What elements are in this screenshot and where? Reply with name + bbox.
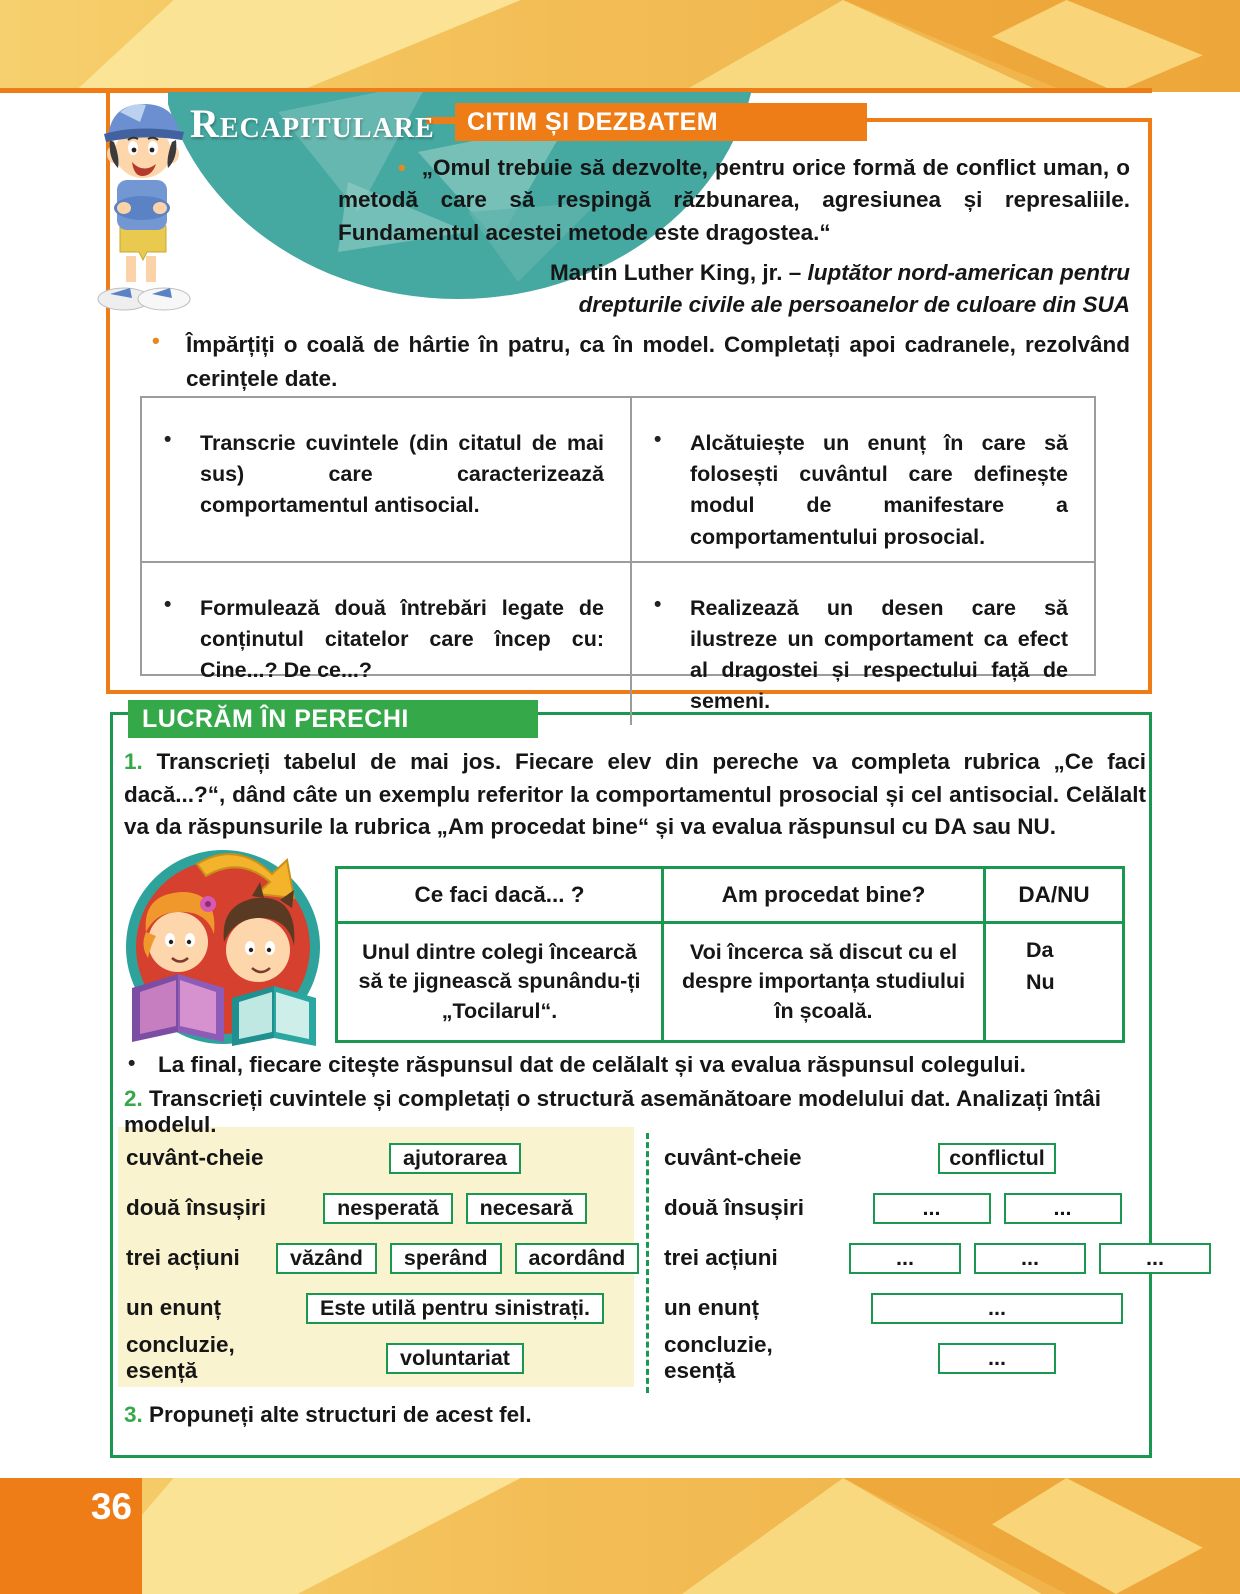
boy-illustration xyxy=(80,96,208,314)
quadrant-cell-top-right xyxy=(632,398,1094,563)
structure-label: cuvânt-cheie xyxy=(126,1145,264,1170)
structure-label: cuvânt-cheie xyxy=(664,1145,802,1170)
structure-box-empty: ... xyxy=(1004,1193,1122,1224)
structure-row-sentence xyxy=(126,1283,634,1333)
quadrant-table xyxy=(140,396,1096,714)
exercise-2-number: 2. xyxy=(124,1086,143,1111)
structure-box: ajutorarea xyxy=(389,1143,521,1174)
quadrant-cell-bottom-right xyxy=(632,563,1094,726)
structure-row-sentence xyxy=(664,1283,1145,1333)
structure-row-keyword xyxy=(126,1133,634,1183)
structure-box-empty: ... xyxy=(849,1243,961,1274)
bullet-dot: • xyxy=(128,1052,136,1075)
danu-option-nu: Nu xyxy=(1026,970,1055,995)
pairs-table-cell-1: Unul dintre colegi încearcă să te jignească spunându-ți „Tocilarul“. xyxy=(358,940,641,1023)
intro-instruction-text: Împărțiți o coală de hârtie în patru, ca în model. Completați apoi cadranele, rezolvând cerințele date. xyxy=(186,332,1130,391)
bottom-decorative-band xyxy=(0,1478,1240,1594)
quote-author-role: luptător nord-american pentru drepturile civile ale persoanelor de culoare din SUA xyxy=(578,260,1130,318)
structure-box: acordând xyxy=(515,1243,640,1274)
structure-label: concluzie, esență xyxy=(664,1332,773,1383)
final-instruction xyxy=(128,1052,1138,1078)
quadrant-task: Realizează un desen care să ilustreze un comportament ca efect al dragostei și respectului față de semeni. xyxy=(690,595,1068,714)
structure-box: conflictul xyxy=(938,1143,1056,1174)
structure-row-actions xyxy=(664,1233,1164,1283)
page-number-box xyxy=(0,1478,142,1594)
exercise-1 xyxy=(124,746,1146,844)
section-banner-citim: CITIM ȘI DEZBATEM xyxy=(455,103,867,141)
structure-model-panel xyxy=(118,1127,634,1387)
bullet-dot: • xyxy=(654,592,662,616)
structure-label: trei acțiuni xyxy=(126,1245,240,1270)
children-reading-illustration xyxy=(102,846,344,1048)
structure-box: necesară xyxy=(466,1193,587,1224)
quadrant-cell-top-left xyxy=(142,398,632,563)
exercise-3-number: 3. xyxy=(124,1402,143,1427)
quadrant-task: Alcătuiește un enunț în care să folosești cuvântul care definește modul de manifestare a comportamentului prosocial. xyxy=(690,431,1068,549)
bullet-dot: • xyxy=(654,428,662,451)
structure-box: sperând xyxy=(390,1243,502,1274)
top-decorative-band xyxy=(0,0,1240,92)
structure-row-qualities xyxy=(126,1183,634,1233)
structure-row-keyword xyxy=(664,1133,1145,1183)
structure-row-conclusion xyxy=(126,1333,634,1383)
structure-box-empty: ... xyxy=(873,1193,991,1224)
exercise-1-number: 1. xyxy=(124,749,143,774)
pairs-table-header-3: DA/NU xyxy=(983,869,1122,924)
quote-text-content: „Omul trebuie să dezvolte, pentru orice formă de conflict uman, o metodă care să respingă răzbunarea, agresiunea și represaliile. Fundamentul acestei metode este dragostea.“ xyxy=(338,155,1130,245)
structure-label: concluzie, esență xyxy=(126,1332,235,1383)
structure-label: două însușiri xyxy=(664,1195,805,1220)
section-banner-pairs: LUCRĂM ÎN PERECHI xyxy=(128,700,538,738)
orange-frame-top xyxy=(860,118,1152,122)
structure-box-empty: ... xyxy=(938,1343,1056,1374)
page-title: Recapitulare xyxy=(190,101,435,146)
bullet-dot: • xyxy=(152,328,160,353)
page-number: 36 xyxy=(90,1486,132,1527)
structure-blank-panel xyxy=(664,1127,1164,1387)
pairs-table xyxy=(335,866,1125,1043)
structure-box: nesperată xyxy=(323,1193,453,1224)
exercise-1-text: Transcrieți tabelul de mai jos. Fiecare elev din pereche va completa rubrica „Ce faci dacă...?“, dând câte un exemplu referitor la comportamentul prosocial și cel antisocial. Celălalt va da răspunsurile la rubrica „Am procedat bine“ și va evalua răspunsul cu DA sau NU. xyxy=(124,749,1146,840)
structure-box: Este utilă pentru sinistrați. xyxy=(306,1293,604,1324)
bullet-dot: • xyxy=(398,155,406,180)
quadrant-task: Formulează două întrebări legate de conținutul citatelor care încep cu: Cine...? De ce...? xyxy=(200,595,604,683)
dashed-divider xyxy=(646,1133,649,1393)
orange-frame-right xyxy=(1148,118,1152,694)
structure-box: voluntariat xyxy=(386,1343,524,1374)
bullet-dot: • xyxy=(164,592,172,616)
pairs-table-cell-danu xyxy=(983,924,1122,1040)
intro-instruction xyxy=(152,328,1130,396)
bullet-dot: • xyxy=(164,428,172,451)
pairs-table-cell-2: Voi încerca să discut cu el despre importanța studiului în școală. xyxy=(661,924,983,1040)
structure-label: trei acțiuni xyxy=(664,1245,778,1270)
pairs-table-header-2: Am procedat bine? xyxy=(661,869,983,924)
structure-row-actions xyxy=(126,1233,634,1283)
pairs-table-header-1: Ce faci dacă... ? xyxy=(338,869,661,924)
quadrant-task: Transcrie cuvintele (din citatul de mai sus) care caracterizează comportamentul antisocial. xyxy=(200,431,604,518)
structure-label: un enunț xyxy=(664,1295,759,1320)
final-instruction-text: La final, fiecare citește răspunsul dat de celălalt și va evalua răspunsul colegului. xyxy=(158,1052,1026,1077)
structure-label: un enunț xyxy=(126,1295,221,1320)
structure-box: văzând xyxy=(276,1243,377,1274)
exercise-2 xyxy=(124,1086,1146,1138)
quote-author: Martin Luther King, jr. – xyxy=(549,260,808,286)
quote-block xyxy=(338,152,1130,321)
structure-box-empty: ... xyxy=(871,1293,1123,1324)
structure-label: două însușiri xyxy=(126,1195,267,1220)
exercise-3-text: Propuneți alte structuri de acest fel. xyxy=(149,1402,532,1427)
structure-row-conclusion xyxy=(664,1333,1145,1383)
danu-option-da: Da xyxy=(1026,938,1054,962)
structure-row-qualities xyxy=(664,1183,1145,1233)
quote-attribution xyxy=(530,257,1130,321)
exercise-3 xyxy=(124,1402,1124,1428)
structure-box-empty: ... xyxy=(1099,1243,1211,1274)
structure-box-empty: ... xyxy=(974,1243,1086,1274)
quote-text xyxy=(338,152,1130,249)
exercise-2-text: Transcrieți cuvintele și completați o structură asemănătoare modelului dat. Analizați întâi modelul. xyxy=(124,1086,1101,1137)
